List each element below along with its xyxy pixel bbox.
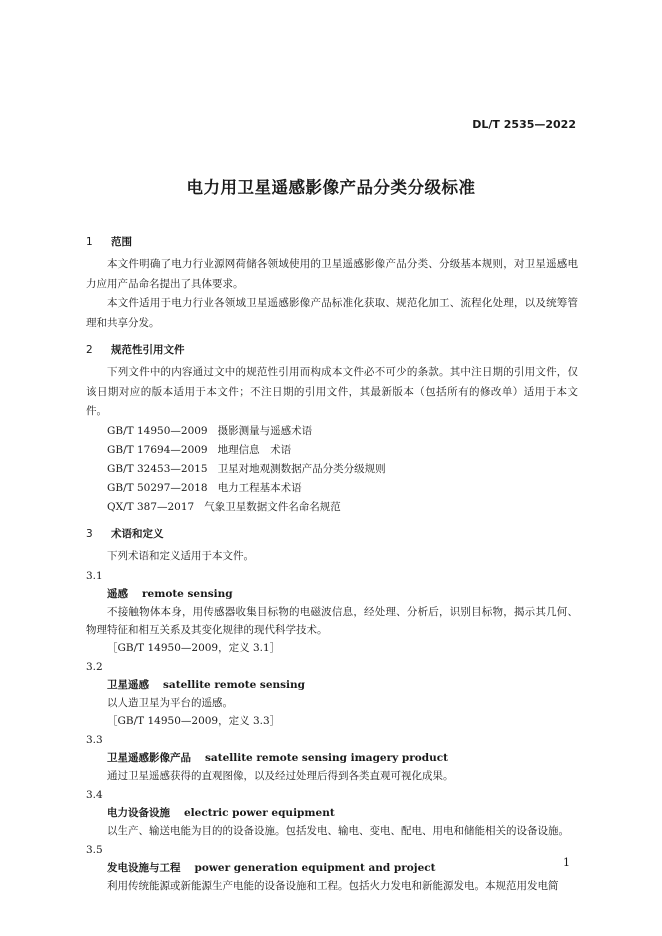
reference-item [86,460,578,479]
term-chinese: 卫星遥感 [107,679,149,691]
reference-title: 地理信息 术语 [217,443,292,456]
term-definition: 不接触物体本身，用传感器收集目标物的电磁波信息，经处理、分析后，识别目标物，揭示其几何、物理特征和相互关系及其变化规律的现代科学技术。 [86,606,578,636]
term-definition: 以生产、输送电能为目的的设备设施。包括发电、输电、变电、配电、用电和储能相关的设备设施。 [107,825,569,837]
reference-list [86,422,578,517]
term-chinese: 遥感 [107,588,128,600]
term-number: 3.1 [86,570,103,582]
term-heading [86,859,578,877]
reference-item [86,479,578,498]
terms-intro: 下列术语和定义适用于本文件。 [107,549,254,562]
reference-item [86,441,578,460]
section-number: 1 [86,236,93,248]
term-heading [86,804,578,822]
term-entry [86,659,578,730]
term-number: 3.4 [86,789,103,801]
term-source: ［GB/T 14950—2009，定义 3.1］ [107,642,281,654]
section-heading-references [86,341,578,359]
scope-paragraph: 本文件明确了电力行业源网荷储各领域使用的卫星遥感影像产品分类、分级基本规则，对卫星遥感电力应用产品命名提出了具体要求。 [86,258,578,290]
reference-title: 摄影测量与遥感术语 [217,424,313,437]
section-heading-scope [86,233,578,251]
reference-code: GB/T 14950—2009 [107,424,208,437]
document-title: 电力用卫星遥感影像产品分类分级标准 [186,178,476,197]
term-definition: 以人造卫星为平台的遥感。 [107,697,233,709]
section-number: 2 [86,344,93,356]
document-body [86,233,578,895]
term-heading [86,676,578,694]
reference-code: QX/T 387—2017 [107,500,195,513]
reference-code: GB/T 17694—2009 [107,443,208,456]
reference-title: 电力工程基本术语 [217,481,302,494]
page-number: 1 [563,856,570,869]
term-heading [86,585,578,603]
term-entry [86,787,578,840]
section-heading-terms [86,525,578,543]
section-number: 3 [86,527,93,540]
reference-code: GB/T 50297—2018 [107,481,208,494]
term-entry [86,732,578,785]
standard-number: DL/T 2535—2022 [472,118,576,131]
reference-item [86,422,578,441]
term-definition: 通过卫星遥感获得的直观图像，以及经过处理后得到各类直观可视化成果。 [107,770,454,782]
term-source: ［GB/T 14950—2009，定义 3.3］ [107,715,281,727]
reference-title: 卫星对地观测数据产品分类分级规则 [217,462,386,475]
term-definition: 利用传统能源或新能源生产电能的设备设施和工程。包括火力发电和新能源发电。本规范用发电简 [107,880,559,892]
reference-item [86,498,578,517]
references-intro: 下列文件中的内容通过文中的规范性引用而构成本文件必不可少的条款。其中注日期的引用文件，仅该日期对应的版本适用于本文件；不注日期的引用文件，其最新版本（包括所有的修改单）适用于本文件。 [86,366,578,417]
term-chinese: 发电设施与工程 [107,862,181,874]
section-title: 术语和定义 [111,527,164,540]
term-number: 3.2 [86,661,103,673]
term-english: remote sensing [142,588,233,600]
scope-paragraph: 本文件适用于电力行业各领域卫星遥感影像产品标准化获取、规范化加工、流程化处理，以及统筹管理和共享分发。 [86,297,578,329]
term-entry [86,568,578,657]
term-chinese: 卫星遥感影像产品 [107,752,191,764]
term-english: satellite remote sensing imagery product [205,752,448,764]
section-title: 范围 [111,236,132,248]
section-title: 规范性引用文件 [111,344,185,356]
term-chinese: 电力设备设施 [107,807,170,819]
reference-title: 气象卫星数据文件名命名规范 [204,500,341,513]
term-entry [86,842,578,895]
term-english: power generation equipment and project [194,862,436,874]
term-english: electric power equipment [184,807,335,819]
term-number: 3.3 [86,734,103,746]
reference-code: GB/T 32453—2015 [107,462,208,475]
term-heading [86,749,578,767]
term-number: 3.5 [86,844,103,856]
term-english: satellite remote sensing [163,679,306,691]
